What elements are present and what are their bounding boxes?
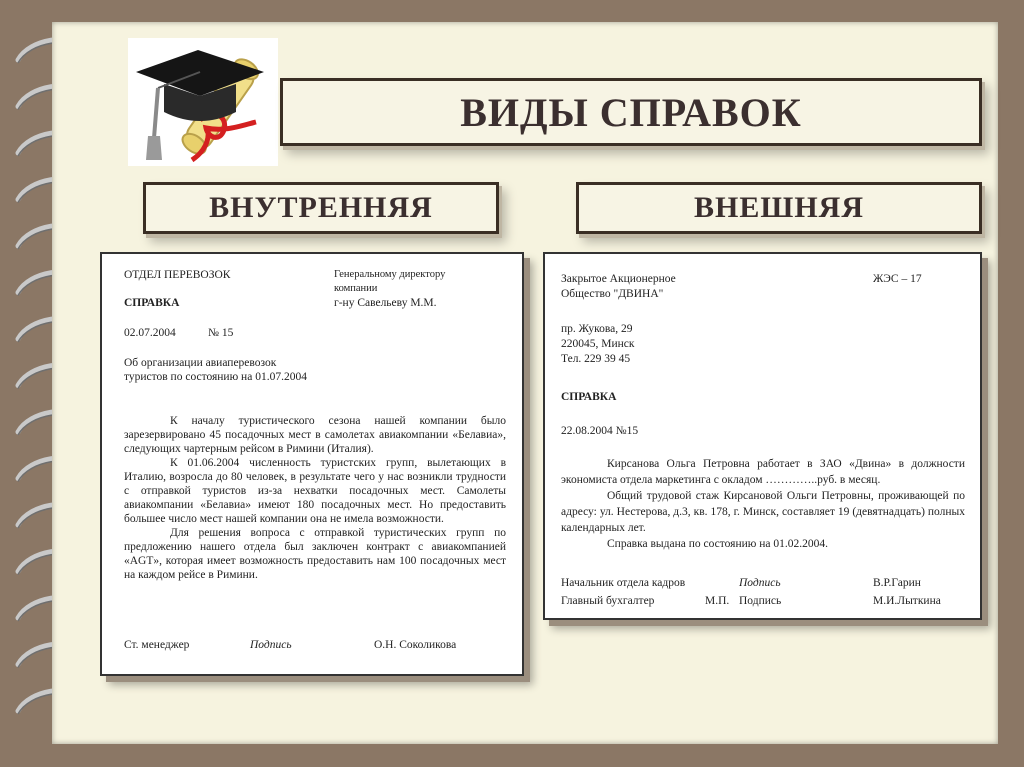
body-text [124, 414, 506, 582]
org-line2: Общество "ДВИНА" [561, 288, 664, 300]
sig1-position: Начальник отдела кадров [561, 577, 686, 589]
address-line2: 220045, Минск [561, 338, 635, 350]
signer-position: Ст. менеджер [124, 639, 190, 651]
doc-date: 02.07.2004 [124, 327, 176, 339]
page-title: ВИДЫ СПРАВОК [280, 78, 982, 146]
addressee-line3: г-ну Савельеву М.М. [334, 297, 437, 309]
paragraph-2: К 01.06.2004 численность туристских групп, вылетающих в Италию, возросла до 80 человек, в результате чего у нас возникли трудности с отправкой туристов из-за нехватки посадочных мест. Самолеты авиакомпании «Белавиа» имеют 180 посадочных мест. Но предоставить большее число мест нашей компании она не имела возможности. [124, 457, 506, 525]
paragraph-1: Кирсанова Ольга Петровна работает в ЗАО «Двина» в должности экономиста отдела маркетинга с окладом …………..руб. в месяц. [561, 458, 965, 486]
paragraph-1: К началу туристического сезона нашей компании было зарезервировано 45 посадочных мест в самолетах авиакомпании «Белавиа», следующих чартерным рейсом в Римини (Италия). [124, 415, 506, 455]
sig1-name: В.Р.Гарин [873, 577, 921, 589]
internal-certificate [100, 252, 524, 676]
doc-type: СПРАВКА [561, 391, 617, 403]
paragraph-3: Справка выдана по состоянию на 01.02.2004. [607, 538, 828, 550]
doc-date-number: 22.08.2004 №15 [561, 425, 639, 437]
subject-line1: Об организации авиаперевозок [124, 357, 277, 369]
internal-heading: ВНУТРЕННЯЯ [143, 182, 499, 234]
address-line1: пр. Жукова, 29 [561, 323, 633, 335]
subject-line2: туристов по состоянию на 01.07.2004 [124, 371, 307, 383]
sig2-label: Подпись [739, 595, 782, 607]
paragraph-3: Для решения вопроса с отправкой туристических групп по предложению нашего отдела был заключен контракт с авиакомпанией «AGT», которая имеет возможность предоставить нам 100 посадочных мест на каждом рейсе в Римини. [124, 527, 506, 581]
addressee-line2: компании [334, 283, 378, 294]
external-certificate [543, 252, 982, 620]
org-line1: Закрытое Акционерное [561, 273, 676, 285]
external-heading: ВНЕШНЯЯ [576, 182, 982, 234]
graduation-cap-diploma-icon [128, 38, 278, 166]
doc-type: СПРАВКА [124, 297, 180, 309]
department: ОТДЕЛ ПЕРЕВОЗОК [124, 269, 231, 281]
signature-label: Подпись [250, 639, 292, 651]
signer-name: О.Н. Соколикова [374, 639, 457, 651]
sig1-label: Подпись [739, 577, 781, 589]
doc-number: № 15 [208, 327, 234, 339]
paragraph-2: Общий трудовой стаж Кирсановой Ольги Петровны, проживающей по адресу: ул. Нестерова, д.3, кв. 178, г. Минск, составляет 19 (девятнадцать) полных календарных лет. [561, 490, 965, 534]
address-line3: Тел. 229 39 45 [561, 353, 631, 365]
addressee-line1: Генеральному директору [334, 269, 446, 280]
stamp-mark: М.П. [705, 595, 730, 607]
sig2-name: М.И.Лыткина [873, 595, 941, 607]
body-text [561, 456, 965, 552]
doc-code: ЖЭС – 17 [873, 273, 922, 285]
sig2-position: Главный бухгалтер [561, 595, 655, 607]
